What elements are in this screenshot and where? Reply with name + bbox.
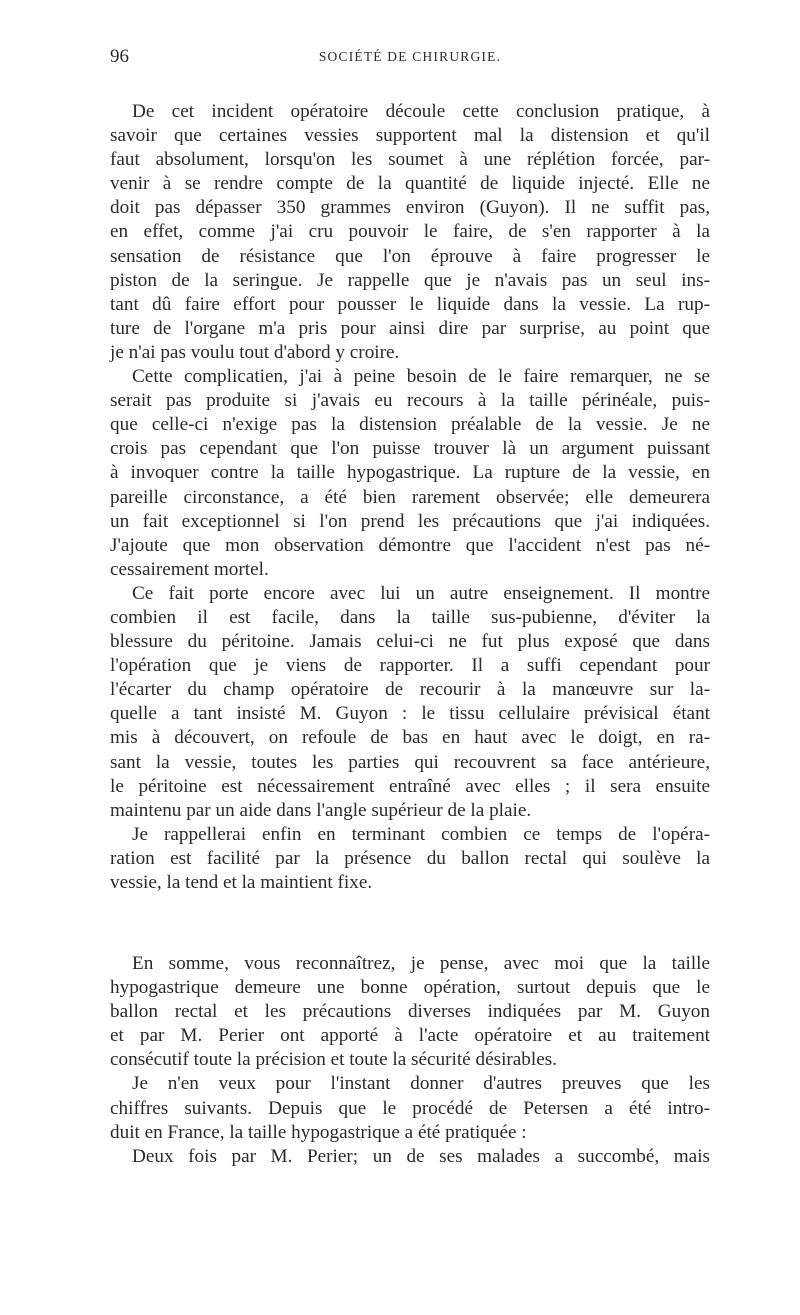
text-line: combien il est facile, dans la taille sus-pubienne, d'éviter la: [110, 606, 710, 628]
conclusion-text-block: [110, 952, 710, 1169]
text-line: serait pas produite si j'avais eu recours à la taille périnéale, puis-: [110, 390, 710, 412]
text-line: sant la vessie, toutes les parties qui recouvrent sa face antérieure,: [110, 751, 710, 773]
text-line: duit en France, la taille hypogastrique a été pratiquée :: [110, 1121, 527, 1143]
text-line: l'écarter du champ opératoire de recourir à la manœuvre sur la-: [110, 679, 710, 701]
text-line: doit pas dépasser 350 grammes environ (Guyon). Il ne suffit pas,: [110, 197, 710, 219]
text-line: cessairement mortel.: [110, 558, 269, 580]
text-line: De cet incident opératoire découle cette conclusion pratique, à: [132, 101, 710, 122]
text-line: sensation de résistance que l'on éprouve à faire progresser le: [110, 245, 710, 267]
journal-title: SOCIÉTÉ DE CHIRURGIE.: [318, 49, 502, 64]
text-line: consécutif toute la précision et toute la sécurité désirables.: [110, 1049, 558, 1071]
text-line: que celle-ci n'exige pas la distension préalable de la vessie. Je ne: [110, 414, 710, 436]
text-line: pareille circonstance, a été bien rarement observée; elle demeurera: [110, 486, 710, 508]
text-line: à invoquer contre la taille hypogastrique. La rupture de la vessie, en: [110, 462, 710, 484]
text-line: hypogastrique demeure une bonne opération, surtout depuis que le: [110, 977, 710, 999]
text-line: Ce fait porte encore avec lui un autre enseignement. Il montre: [132, 582, 710, 604]
text-line: Deux fois par M. Perier; un de ses malades a succombé, mais: [132, 1145, 710, 1167]
text-line: piston de la seringue. Je rappelle que je n'avais pas un seul ins-: [110, 269, 710, 291]
text-line: l'opération que je viens de rapporter. Il a suffi cependant pour: [110, 655, 710, 677]
text-line: ration est facilité par la présence du ballon rectal qui soulève la: [110, 847, 710, 869]
text-line: J'ajoute que mon observation démontre que l'accident n'est pas né-: [110, 534, 710, 556]
text-line: quelle a tant insisté M. Guyon : le tissu cellulaire prévisical étant: [110, 703, 710, 725]
text-line: tant dû faire effort pour pousser le liquide dans la vessie. La rup-: [110, 293, 710, 315]
text-line: ballon rectal et les précautions diverses indiquées par M. Guyon: [110, 1001, 710, 1023]
text-line: faut absolument, lorsqu'on les soumet à une réplétion forcée, par-: [110, 149, 710, 171]
text-line: Je rappellerai enfin en terminant combien ce temps de l'opéra-: [132, 823, 710, 845]
page-number: 96: [110, 46, 129, 67]
text-line: blessure du péritoine. Jamais celui-ci ne fut plus exposé que dans: [110, 631, 710, 653]
text-line: crois pas cependant que l'on puisse trouver là un argument puissant: [110, 438, 710, 460]
text-line: un fait exceptionnel si l'on prend les précautions que j'ai indiquées.: [110, 510, 710, 532]
text-line: ture de l'organe m'a pris pour ainsi dire par surprise, au point que: [110, 317, 710, 339]
text-line: mis à découvert, on refoule de bas en haut avec le doigt, en ra-: [110, 727, 710, 749]
main-text-block: [110, 100, 710, 895]
text-line: Je n'en veux pour l'instant donner d'autres preuves que les: [132, 1073, 710, 1095]
text-line: je n'ai pas voulu tout d'abord y croire.: [110, 341, 400, 363]
text-line: le péritoine est nécessairement entraîné avec elles ; il sera ensuite: [110, 775, 710, 797]
text-line: et par M. Perier ont apporté à l'acte opératoire et au traitement: [110, 1025, 710, 1047]
text-line: savoir que certaines vessies supportent mal la distension et qu'il: [110, 125, 710, 147]
text-line: venir à se rendre compte de la quantité de liquide injecté. Elle ne: [110, 173, 710, 195]
text-line: Cette complicatien, j'ai à peine besoin de le faire remarquer, ne se: [132, 366, 710, 388]
text-line: chiffres suivants. Depuis que le procédé de Petersen a été intro-: [110, 1097, 710, 1119]
running-head: [110, 46, 710, 68]
text-line: maintenu par un aide dans l'angle supérieur de la plaie.: [110, 799, 532, 821]
text-line: en effet, comme j'ai cru pouvoir le faire, de s'en rapporter à la: [110, 221, 710, 243]
text-line: En somme, vous reconnaîtrez, je pense, avec moi que la taille: [132, 953, 710, 974]
text-line: vessie, la tend et la maintient fixe.: [110, 872, 373, 893]
